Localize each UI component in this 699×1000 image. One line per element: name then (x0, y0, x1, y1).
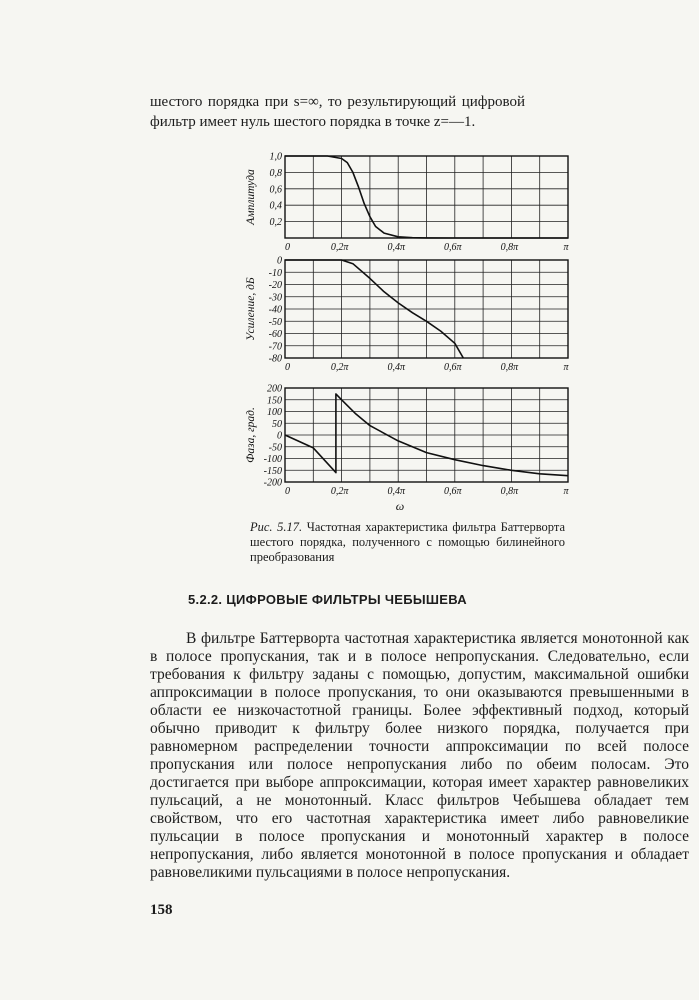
chart1-ytick-label: 0,2 (269, 217, 282, 229)
chart1-xtick-label: 0,2π (330, 242, 349, 253)
chart3-ytick-label: -200 (263, 477, 282, 489)
figure-caption-label: Рис. 5.17. (250, 520, 303, 534)
chart2-ylabel: Усиление, дБ (245, 277, 257, 341)
chart2-ytick-label: -60 (268, 329, 282, 340)
chart3-xtick-label: 0,2π (330, 486, 349, 497)
chart2-ytick-label: -10 (268, 267, 282, 279)
chart1-ytick-label: 0,4 (269, 200, 282, 212)
chart3-ytick-label: 0 (277, 430, 282, 442)
figure-caption (250, 520, 565, 565)
chart3-ytick-label: 200 (267, 383, 282, 395)
chart1-ylabel: Амплитуда (245, 169, 257, 225)
chart3-xtick-label: 0,6π (444, 486, 462, 497)
chart2-ytick-label: -50 (268, 316, 282, 328)
body-paragraph: В фильтре Баттерворта частотная характеристика является монотонной как в полосе пропускания, так и в полосе непропускания. Следовательно, если требования к фильтру заданы с помощью, допустим, максимальной ошибки аппроксимации в полосе пропускания, то они оказываются превышенными в области ее низкочастотной границы. Более эффективный подход, который обычно приводит к фильтру более низкого порядка, получается при равномерном распределении точности аппроксимации по всей полосе пропускания или полосе непропускания либо по обеим полосам. Это достигается при выборе аппроксимации, которая имеет характер равновеликих пульсаций, а не монотонный. Класс фильтров Чебышева обладает тем свойством, что его частотная характеристика имеет либо равновеликие пульсации в полосе пропускания и монотонный характер в полосе непропускания, либо является монотонной в полосе пропускания и обладает равновеликими пульсациями в полосе непропускания. (150, 630, 689, 881)
chart3-ytick-label: -50 (268, 442, 282, 454)
chart3-ytick-label: 150 (267, 395, 282, 407)
chart3-xtick-label: 0 (285, 486, 290, 497)
chart1-xtick-label: 0,6π (444, 242, 462, 253)
chart3-xlabel: ω (395, 499, 405, 513)
chart2-ytick-label: -80 (268, 353, 282, 365)
chart3-ytick-label: -150 (263, 465, 282, 477)
chart2-xtick-label: 0,8π (500, 362, 519, 373)
chart3-ytick-label: 100 (267, 407, 282, 418)
page-number: 158 (150, 902, 173, 918)
chart2-xtick-label: π (563, 362, 569, 373)
chart1-xtick-label: 0,4π (387, 242, 405, 253)
chart1-ytick-label: 0,8 (269, 167, 282, 179)
chart2-ytick-label: -20 (268, 280, 282, 291)
chart2-ytick-label: 0 (277, 255, 282, 267)
chart1-xtick-label: 0,8π (500, 242, 519, 253)
chart2-ytick-label: -30 (268, 292, 282, 304)
chart2-xtick-label: 0,4π (387, 362, 405, 373)
figure-caption-text: Частотная характеристика фильтра Баттерворта шестого порядка, полученного с помощью билинейного преобразования (250, 520, 566, 564)
body-text (150, 630, 689, 882)
chart1-ytick-label: 0,6 (269, 184, 282, 196)
chart3-xtick-label: π (563, 486, 569, 497)
chart3-ytick-label: -100 (263, 454, 282, 465)
chart2-xtick-label: 0,2π (330, 362, 349, 373)
chart1-xtick-label: 0 (285, 242, 290, 253)
chart2-xtick-label: 0 (285, 362, 290, 373)
chart3-xtick-label: 0,8π (500, 486, 519, 497)
chart3-xtick-label: 0,4π (387, 486, 405, 497)
chart1-ytick-label: 1,0 (269, 151, 282, 163)
chart2-ytick-label: -70 (268, 341, 282, 353)
frequency-response-figure (240, 146, 580, 516)
intro-paragraph: шестого порядка при s=∞, то результирующий цифровой фильтр имеет нуль шестого порядка в точке z=—1. (150, 94, 525, 130)
chart2-ytick-label: -40 (268, 304, 282, 316)
chart1-xtick-label: π (563, 242, 569, 253)
chart2-xtick-label: 0,6π (444, 362, 462, 373)
chart3-ylabel: Фаза, град. (245, 407, 257, 463)
section-heading: 5.2.2. ЦИФРОВЫЕ ФИЛЬТРЫ ЧЕБЫШЕВА (188, 592, 467, 607)
chart3-ytick-label: 50 (272, 418, 282, 430)
